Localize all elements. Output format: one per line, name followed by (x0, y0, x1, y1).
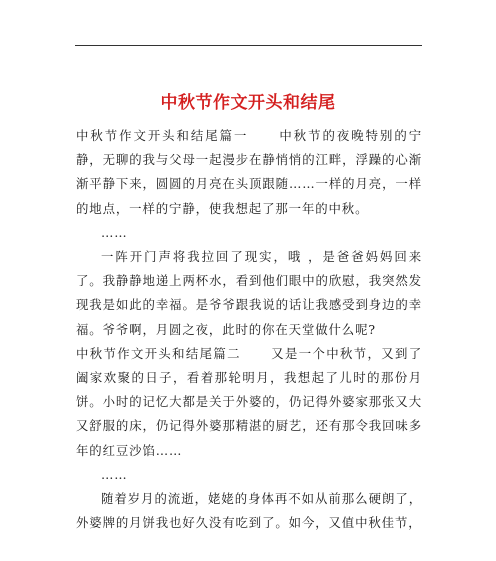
header-rule (75, 45, 422, 46)
document-title: 中秋节作文开头和结尾 (160, 93, 336, 113)
section-heading-1: 中秋节作文开头和结尾篇一 (76, 128, 249, 143)
paragraph-4: 随着岁月的流逝，姥姥的身体再不如从前那么硬朗了，外婆牌的月饼我也好久没有吃到了。如今，又值中秋佳节， (76, 491, 422, 531)
section-heading-2: 中秋节作文开头和结尾篇二 (76, 345, 241, 361)
paragraph-3 (76, 342, 422, 463)
paragraph-1-text: 中秋节的夜晚特别的宁静，无聊的我与父母一起漫步在静悄悄的江畔，浮躁的心渐渐平静下来，圆圆的月亮在头顶跟随……一样的月亮，一样的地点，一样的宁静，使我想起了那一年的中秋。 (76, 128, 422, 216)
document-body (76, 124, 422, 535)
ellipsis-1: …… (101, 224, 128, 240)
ellipsis-2: …… (101, 466, 128, 482)
paragraph-2: 一阵开门声将我拉回了现实，哦 ，是爸爸妈妈回来了。我静静地递上两杯水，看到他们眼中的欣慰，我突然发现我是如此的幸福。是爷爷跟我说的话让我感受到身边的幸福。爷爷啊，月圆之夜，此时的你在天堂做什么呢? (76, 249, 422, 337)
paragraph-3-text: 又是一个中秋节，又到了阖家欢聚的日子，看着那轮明月，我想起了儿时的那份月饼。小时的记忆大都是关于外婆的，仍记得外婆家那张又大又舒服的床，仍记得外婆那精湛的厨艺，还有那令我回味多年的红豆沙馅…… (76, 345, 422, 458)
paragraph-1 (76, 124, 422, 221)
